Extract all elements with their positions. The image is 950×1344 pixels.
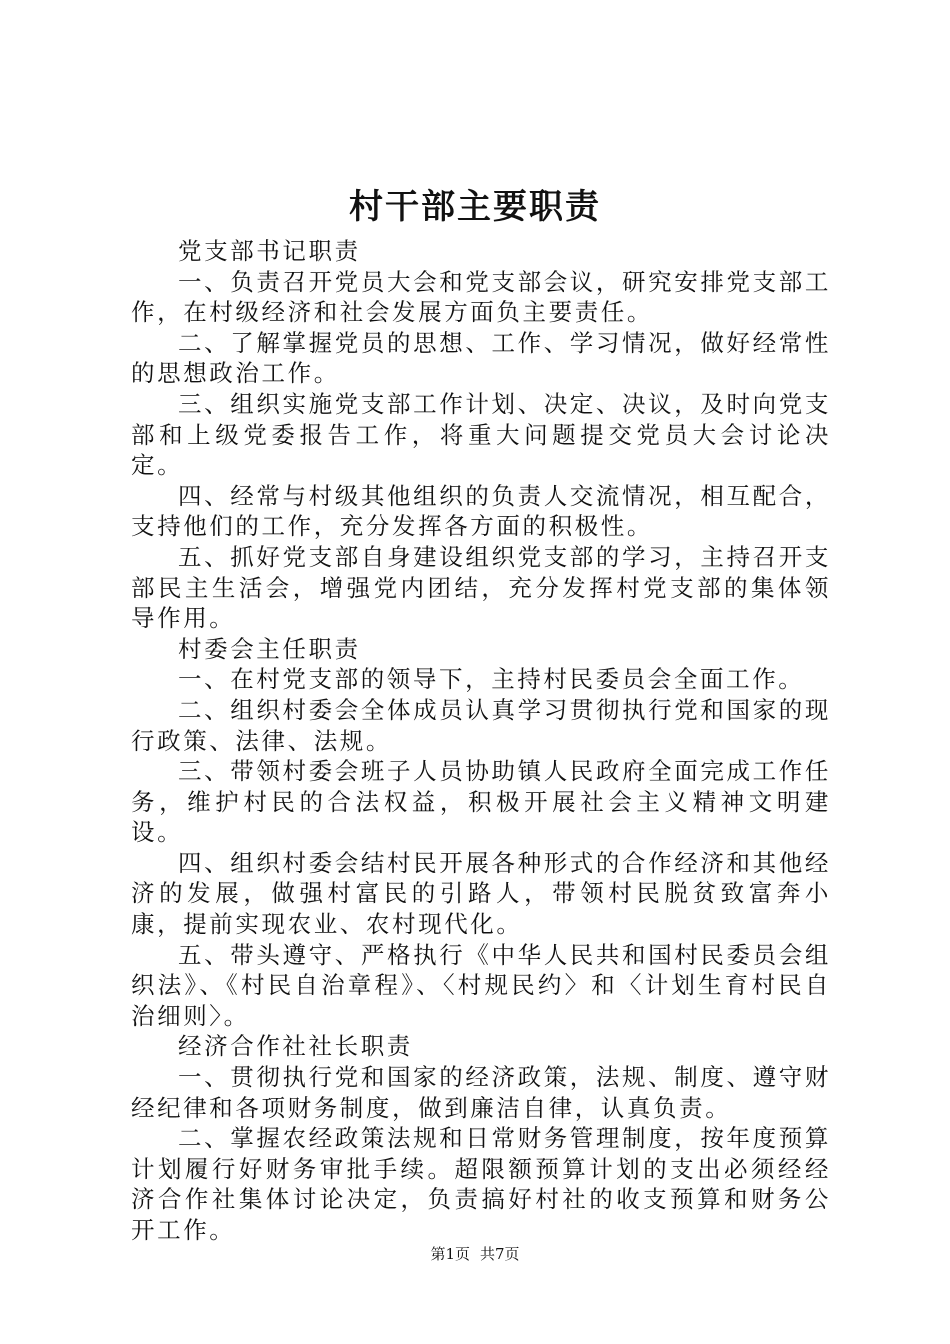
paragraph: 五、带头遵守、严格执行《中华人民共和国村民委员会组织法》、《村民自治章程》、〈村规民约〉和〈计划生育村民自治细则〉。 (131, 940, 831, 1030)
paragraph: 一、在村党支部的领导下，主持村民委员会全面工作。 (178, 665, 805, 694)
paragraph: 四、组织村委会结村民开展各种形式的合作经济和其他经济的发展，做强村富民的引路人，带领村民脱贫致富奔小康，提前实现农业、农村现代化。 (131, 848, 831, 939)
paragraph: 二、了解掌握党员的思想、工作、学习情况，做好经常性的思想政治工作。 (131, 328, 831, 388)
paragraph: 三、带领村委会班子人员协助镇人民政府全面完成工作任务，维护村民的合法权益，积极开展社会主义精神文明建设。 (131, 757, 831, 847)
paragraph: 二、组织村委会全体成员认真学习贯彻执行党和国家的现行政策、法律、法规。 (131, 695, 831, 755)
paragraph: 一、贯彻执行党和国家的经济政策，法规、制度、遵守财经纪律和各项财务制度，做到廉洁自律，认真负责。 (131, 1063, 831, 1122)
page-footer (0, 1244, 950, 1264)
paragraph: 一、负责召开党员大会和党支部会议，研究安排党支部工作，在村级经济和社会发展方面负主要责任。 (131, 267, 831, 327)
paragraph: 四、经常与村级其他组织的负责人交流情况，相互配合，支持他们的工作，充分发挥各方面的积极性。 (131, 481, 831, 541)
page-total: 共7页 (480, 1245, 520, 1263)
document-body (131, 236, 831, 1246)
paragraph: 三、组织实施党支部工作计划、决定、决议，及时向党支部和上级党委报告工作，将重大问题提交党员大会讨论决定。 (131, 389, 831, 480)
paragraph: 五、抓好党支部自身建设组织党支部的学习，主持召开支部民主生活会，增强党内团结，充分发挥村党支部的集体领导作用。 (131, 542, 831, 633)
page-number: 第1页 (430, 1245, 470, 1263)
section-heading-village-director: 村委会主任职责 (178, 634, 361, 663)
section-heading-party-secretary: 党支部书记职责 (178, 237, 361, 265)
paragraph: 二、掌握农经政策法规和日常财务管理制度，按年度预算计划履行好财务审批手续。超限额预算计划的支出必须经经济合作社集体讨论决定，负责搞好村社的收支预算和财务公开工作。 (131, 1124, 831, 1244)
document-title: 村干部主要职责 (349, 187, 601, 227)
section-heading-cooperative-head: 经济合作社社长职责 (178, 1032, 413, 1061)
